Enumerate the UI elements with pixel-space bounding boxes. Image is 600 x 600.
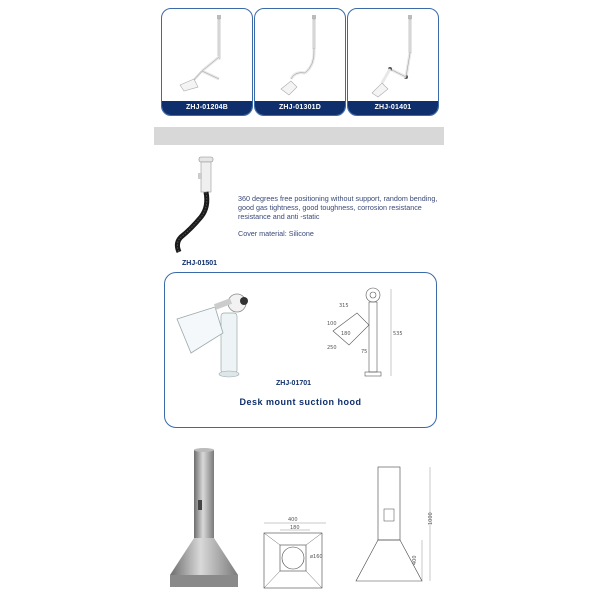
dim-dia: ø160 (310, 554, 323, 560)
steel-hood-plan-drawing (260, 515, 330, 590)
desk-hood-title: Desk mount suction hood (239, 397, 362, 407)
dim-c: 180 (341, 331, 351, 337)
dim-f: 535 (393, 331, 403, 337)
section-divider (154, 127, 444, 145)
ceiling-arm-illustration (162, 9, 252, 115)
dim-b: 100 (327, 321, 337, 327)
dim-inner: 180 (290, 525, 300, 531)
steel-hood-photo (168, 445, 244, 595)
description-text: 360 degrees free positioning without support, random bending, good gas tightness, good toughness, corrosion resistance resistance and anti -static (238, 194, 438, 221)
model-label: ZHJ-01401 (374, 104, 412, 111)
model-band (348, 101, 438, 115)
desk-hood-photo (171, 283, 271, 383)
flex-arm-model: ZHJ-01501 (182, 260, 218, 267)
product-card-3[interactable] (347, 8, 439, 116)
ceiling-arm-illustration (348, 9, 438, 115)
steel-hood-elevation-drawing (350, 465, 445, 590)
dim-d: 250 (327, 345, 337, 351)
ceiling-arm-illustration (255, 9, 345, 115)
desk-hood-panel[interactable] (164, 272, 437, 428)
model-label: ZHJ-01204B (185, 104, 229, 111)
model-band (162, 101, 252, 115)
dim-a: 315 (339, 303, 349, 309)
flex-arm-illustration (165, 155, 225, 259)
dim-height: 1000 (428, 512, 434, 525)
desk-hood-model: ZHJ-01701 (276, 380, 312, 387)
dim-top: 400 (288, 517, 298, 523)
product-card-2[interactable] (254, 8, 346, 116)
dim-lower: 400 (412, 555, 418, 565)
model-band (255, 101, 345, 115)
cover-material-text: Cover material: Silicone (238, 229, 314, 238)
model-label: ZHJ-01301D (278, 104, 322, 111)
flex-arm-description (238, 194, 443, 246)
desk-hood-drawing (313, 285, 423, 385)
product-card-1[interactable] (161, 8, 253, 116)
dim-e: 75 (361, 349, 368, 355)
